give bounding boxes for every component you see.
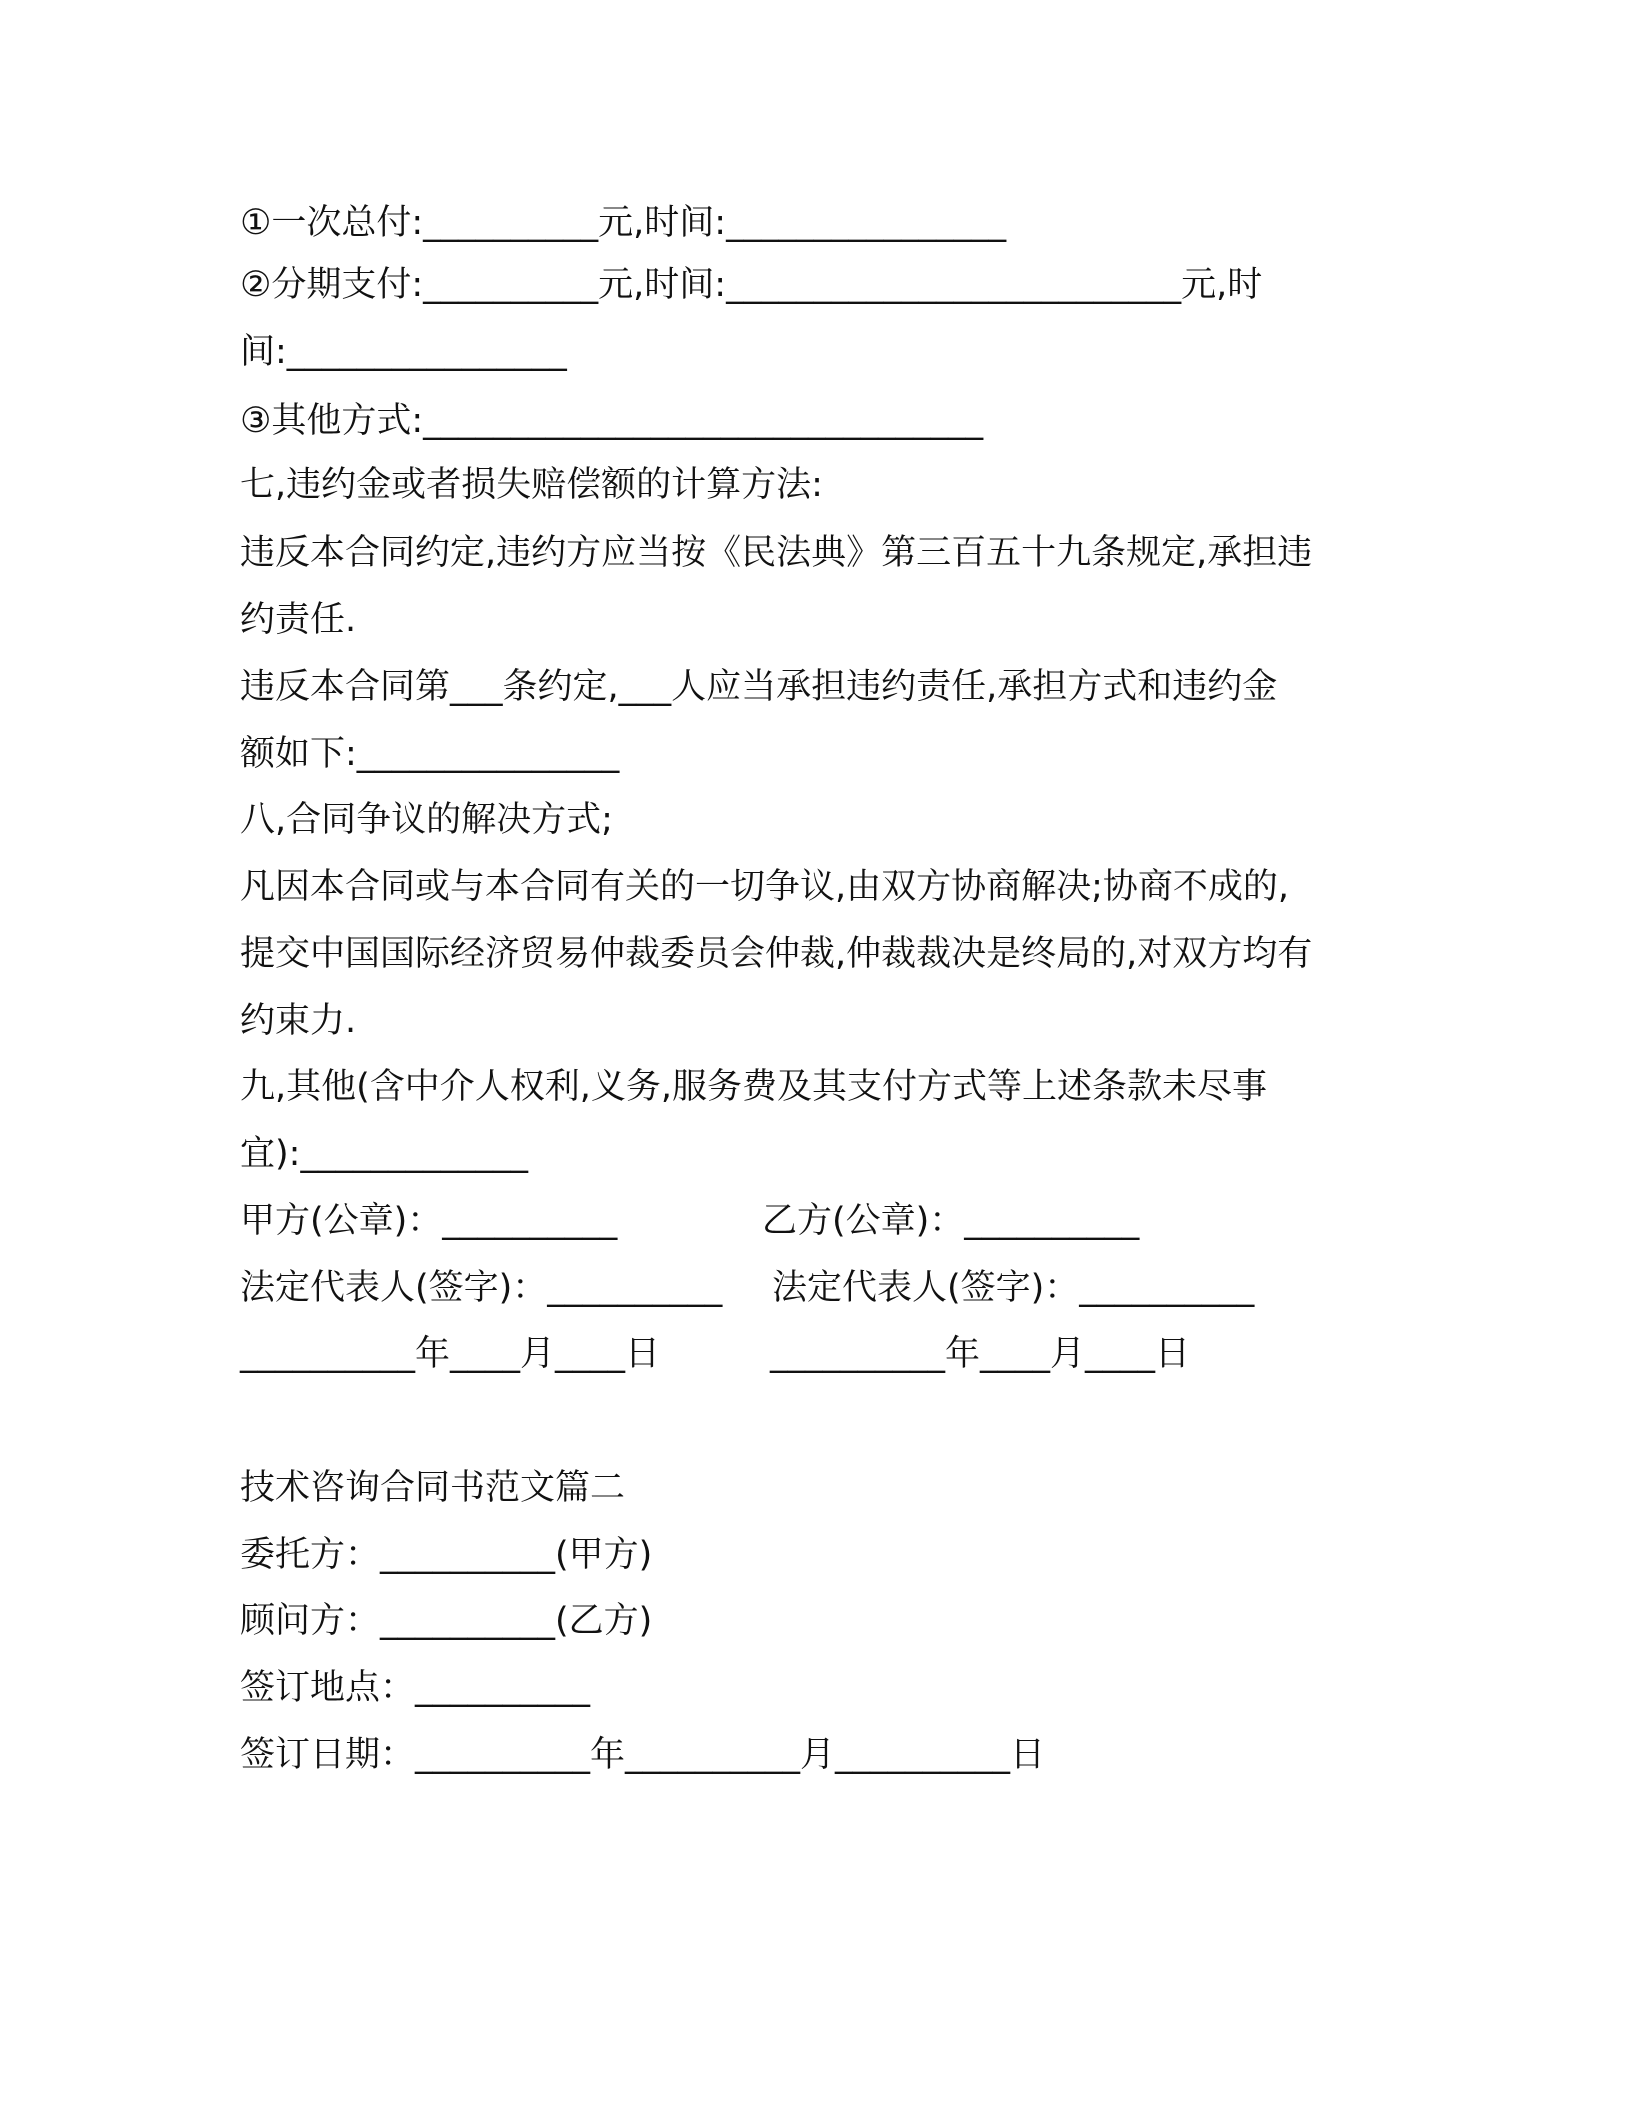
signing-date-field: 签订日期：__________年__________月__________日 <box>240 1735 1046 1775</box>
party-b-representative-field: 法定代表人(签字)：__________ <box>772 1268 1255 1308</box>
section-9-heading: 九,其他(含中介人权利,义务,服务费及其支付方式等上述条款未尽事 <box>240 1067 1268 1107</box>
party-a-seal-field: 甲方(公章)：__________ <box>240 1201 618 1241</box>
signing-place-field: 签订地点：__________ <box>240 1668 591 1708</box>
consultant-field: 顾问方：__________(乙方) <box>240 1601 653 1641</box>
payment-option-lump-sum: ①一次总付:__________元,时间:________________ <box>240 203 1007 243</box>
section-7-heading: 七,违约金或者损失赔偿额的计算方法: <box>240 465 823 505</box>
payment-option-installments: ②分期支付:__________元,时间:__________________________元,时 <box>240 265 1263 305</box>
section-8-heading: 八,合同争议的解决方式; <box>240 800 613 840</box>
party-a-date-field: __________年____月____日 <box>240 1334 661 1374</box>
section-7-paragraph-1: 违反本合同约定,违约方应当按《民法典》第三百五十九条规定,承担违 <box>240 533 1313 573</box>
section-8-paragraph-cont-2: 约束力. <box>240 1001 357 1041</box>
party-b-date-field: __________年____月____日 <box>770 1334 1191 1374</box>
payment-option-other: ③其他方式:________________________________ <box>240 401 984 441</box>
client-field: 委托方：__________(甲方) <box>240 1535 653 1575</box>
section-8-paragraph: 凡因本合同或与本合同有关的一切争议,由双方协商解决;协商不成的, <box>240 867 1290 907</box>
section-8-paragraph-cont-1: 提交中国国际经济贸易仲裁委员会仲裁,仲裁裁决是终局的,对双方均有 <box>240 934 1313 974</box>
section-7-paragraph-1-cont: 约责任. <box>240 600 357 640</box>
payment-option-installments-cont: 间:________________ <box>240 332 567 372</box>
section-7-paragraph-2-cont: 额如下:_______________ <box>240 734 620 774</box>
contract-2-title: 技术咨询合同书范文篇二 <box>240 1468 626 1508</box>
section-9-heading-cont: 宜):_____________ <box>240 1134 528 1174</box>
party-b-seal-field: 乙方(公章)：__________ <box>762 1201 1140 1241</box>
party-a-representative-field: 法定代表人(签字)：__________ <box>240 1268 723 1308</box>
section-7-paragraph-2: 违反本合同第___条约定,___人应当承担违约责任,承担方式和违约金 <box>240 667 1278 707</box>
